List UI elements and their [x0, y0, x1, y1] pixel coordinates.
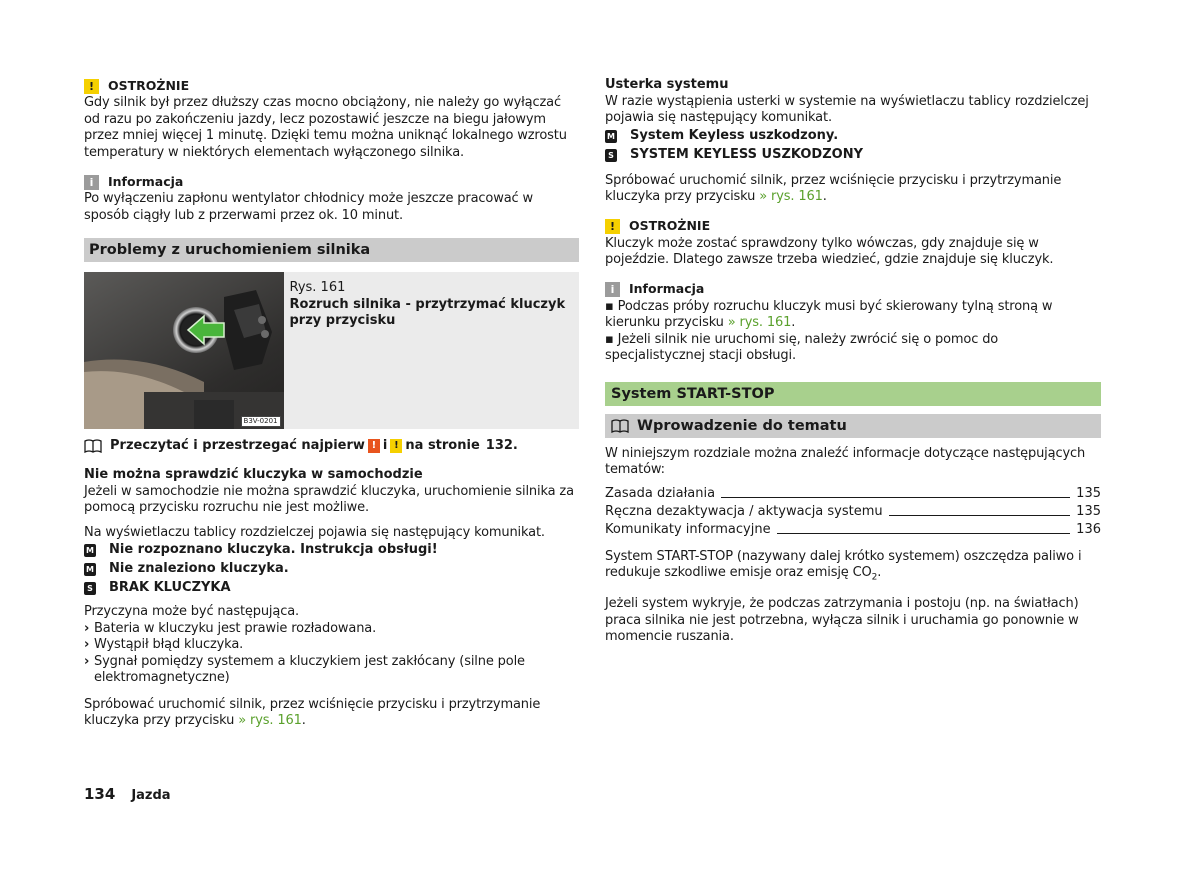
warning-header	[605, 218, 1101, 236]
message-list	[84, 541, 579, 598]
info-item: ▪ Jeżeli silnik nie uruchomi się, należy zwrócić się o pomoc do specjalistycznej stacji obsługi.	[605, 331, 999, 363]
figure-link[interactable]: » rys. 161	[759, 189, 823, 204]
display-s-icon: S	[84, 582, 96, 595]
warning-text: Kluczyk może zostać sprawdzony tylko wówczas, gdy znajduje się w pojeździe. Dlatego zawsze trzeba wiedzieć, gdzie znajduje się kluczyk.	[605, 235, 1054, 267]
message-text: Nie rozpoznano kluczyka. Instrukcja obsługi!	[109, 542, 438, 558]
page-footer	[84, 786, 171, 805]
display-m-icon: M	[605, 130, 617, 143]
warning-icon: !	[390, 439, 402, 453]
figure-image	[84, 272, 284, 429]
danger-icon: !	[368, 439, 380, 453]
paragraph: Jeżeli system wykryje, że podczas zatrzymania i postoju (np. na światłach) praca silnika nie jest potrzebna, wyłącza silnik i uruchamia go ponownie w momencie ruszania.	[605, 596, 1079, 645]
figure-link[interactable]: » rys. 161	[727, 315, 792, 330]
toc-entry[interactable]: Ręczna dezaktywacja / aktywacja systemu 135	[605, 504, 1101, 519]
chapter-name: Jazda	[131, 788, 171, 803]
message-text: System Keyless uszkodzony.	[630, 127, 839, 143]
list-item: › Wystąpił błąd kluczyka.	[84, 637, 244, 652]
causes-intro: Przyczyna może być następująca.	[84, 604, 300, 619]
section-title-start-stop: System START-STOP	[605, 382, 1101, 406]
chevron-right-icon: ›	[84, 620, 90, 636]
info-icon: i	[605, 282, 620, 297]
figure-caption	[284, 272, 580, 429]
paragraph: W razie wystąpienia usterki w systemie na wyświetlaczu tablicy rozdzielczej pojawia się następujący komunikat.	[605, 93, 1089, 125]
toc-entry[interactable]: Zasada działania 135	[605, 486, 1101, 501]
section-title-engine-start: Problemy z uruchomieniem silnika	[84, 238, 579, 262]
paragraph: System START-STOP (nazywany dalej krótko systemem) oszczędza paliwo i redukuje szkodliwe emisje oraz emisję $CO_2$.	[605, 548, 1082, 583]
info-icon: i	[84, 175, 99, 190]
warning-icon: !	[84, 79, 99, 94]
message-list	[605, 127, 1101, 165]
causes-list	[84, 621, 579, 687]
warning-icon: !	[605, 219, 620, 234]
info-label: Informacja	[629, 281, 705, 297]
subsection-title-text: Wprowadzenie do tematu	[637, 417, 847, 434]
toc-entry[interactable]: Komunikaty informacyjne 136	[605, 522, 1101, 537]
chevron-right-icon: ›	[84, 653, 90, 669]
message-text: Nie znaleziono kluczyka.	[109, 561, 289, 577]
ignition-key-photo	[84, 272, 284, 429]
figure-number: Rys. 161	[289, 280, 346, 295]
table-of-contents	[605, 485, 1101, 539]
display-m-icon: M	[84, 544, 96, 557]
ref-prefix: Przeczytać i przestrzegać najpierw	[110, 437, 365, 453]
paragraph: Spróbować uruchomić silnik, przez wciśnięcie przycisku i przytrzymanie kluczyka przy przycisku » rys. 161.	[84, 696, 541, 728]
page-number: 134	[84, 785, 116, 803]
info-item: ▪ Podczas próby rozruchu kluczyk musi być skierowany tylną stroną w kierunku przycisku » rys. 161.	[605, 298, 1053, 330]
warning-label: OSTROŻNIE	[629, 218, 711, 234]
book-icon	[84, 439, 102, 453]
info-header	[605, 281, 1101, 299]
chevron-right-icon: ›	[84, 637, 90, 652]
display-message	[605, 127, 1101, 146]
figure-code: B3V-0201	[241, 416, 281, 427]
sub-heading-key-check: Nie można sprawdzić kluczyka w samochodzie	[84, 467, 423, 482]
message-text: SYSTEM KEYLESS USZKODZONY	[630, 146, 863, 162]
book-icon	[611, 419, 629, 433]
warning-box-1	[84, 77, 579, 161]
display-message	[84, 541, 579, 560]
paragraph: W niniejszym rozdziale można znaleźć informacje dotyczące następujących tematów:	[605, 445, 1086, 477]
info-box-1	[84, 173, 579, 224]
paragraph: Na wyświetlaczu tablicy rozdzielczej pojawia się następujący komunikat.	[84, 524, 545, 540]
info-label: Informacja	[108, 173, 184, 189]
paragraph: Jeżeli w samochodzie nie można sprawdzić kluczyka, uruchomienie silnika za pomocą przycisku rozruchu nie jest możliwe.	[84, 483, 574, 515]
figure-link[interactable]: » rys. 161	[238, 713, 302, 728]
warning-label: OSTROŻNIE	[108, 77, 190, 93]
subsection-title-intro	[605, 414, 1101, 438]
ref-and: i	[382, 437, 388, 453]
warning-header	[84, 77, 579, 95]
figure-title: Rozruch silnika - przytrzymać kluczyk przy przycisku	[289, 296, 566, 328]
display-m-icon: M	[84, 563, 96, 576]
ref-suffix: na stronie	[405, 437, 480, 453]
figure-161	[84, 272, 579, 429]
display-message	[605, 146, 1101, 165]
list-item: › Sygnał pomiędzy systemem a kluczykiem jest zakłócany (silne pole elektromagnetyczne)	[84, 653, 525, 685]
info-header	[84, 173, 579, 191]
right-column	[605, 77, 1101, 646]
display-message	[84, 579, 579, 598]
display-message	[84, 560, 579, 579]
display-s-icon: S	[605, 149, 617, 162]
read-first-reference	[84, 437, 579, 455]
ref-page: 132.	[485, 437, 518, 453]
sub-heading-system-fault: Usterka systemu	[605, 77, 729, 92]
list-item: › Bateria w kluczyku jest prawie rozładowana.	[84, 620, 377, 636]
message-text: BRAK KLUCZYKA	[109, 580, 231, 596]
info-box-2	[605, 281, 1101, 365]
warning-box-2	[605, 218, 1101, 269]
warning-text: Gdy silnik był przez dłuższy czas mocno obciążony, nie należy go wyłączać od razu po zakończeniu jazdy, lecz pozostawić jeszcze na biegu jałowym przez mniej więcej 1 minutę. Dzięki temu można uniknąć lokalnego wzrostu temperatury w niektórych elementach wyłączonego silnika.	[84, 95, 567, 160]
paragraph: Spróbować uruchomić silnik, przez wciśnięcie przycisku i przytrzymanie kluczyka przy przycisku » rys. 161.	[605, 172, 1062, 204]
left-column	[84, 77, 579, 730]
info-text: Po wyłączeniu zapłonu wentylator chłodnicy może jeszcze pracować w sposób ciągły lub z przerwami przez ok. 10 minut.	[84, 191, 533, 223]
